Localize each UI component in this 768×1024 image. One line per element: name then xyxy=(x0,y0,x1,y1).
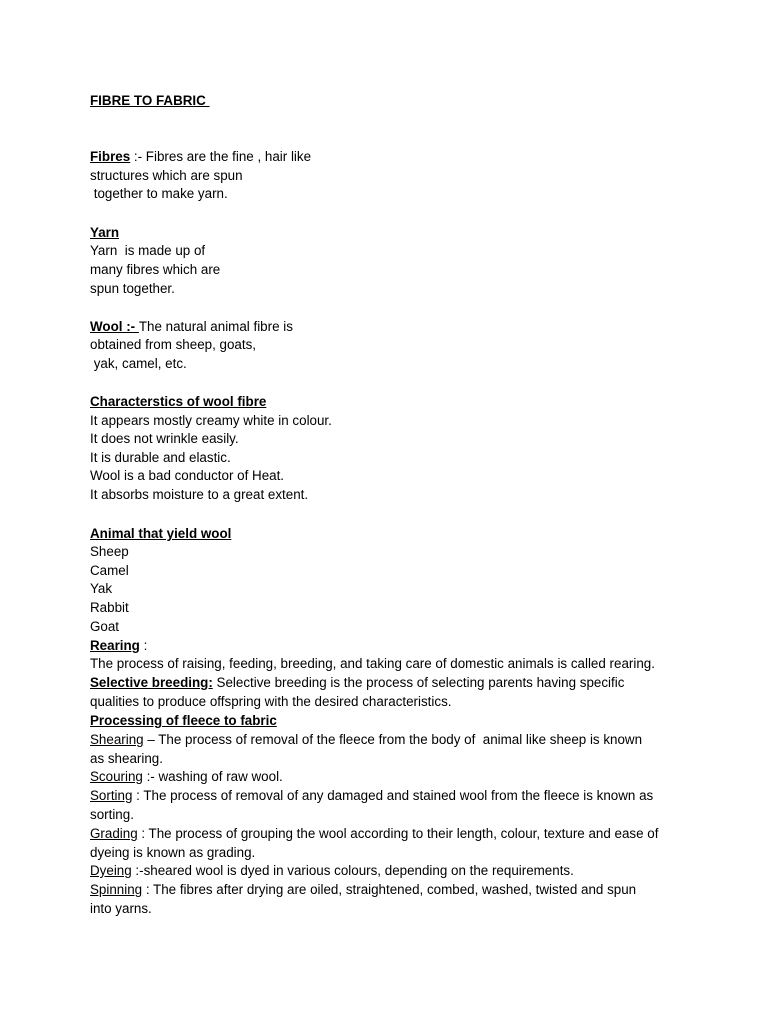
scouring-text: :- washing of raw wool. xyxy=(142,769,283,784)
shearing-line-1 xyxy=(90,731,690,750)
rearing-text: The process of raising, feeding, breeding, and taking care of domestic animals is called rearing. xyxy=(90,656,655,671)
fibres-line-2: structures which are spun xyxy=(90,168,243,183)
wool-line-1 xyxy=(90,318,690,337)
characteristic-item: It appears mostly creamy white in colour. xyxy=(90,413,332,428)
spinning-text-1: : The fibres after drying are oiled, straightened, combed, washed, twisted and spun xyxy=(142,882,637,897)
selective-heading: Selective breeding: xyxy=(90,675,213,690)
sorting-line-1 xyxy=(90,787,690,806)
wool-line-2: obtained from sheep, goats, xyxy=(90,337,257,352)
sorting-term: Sorting xyxy=(90,788,133,803)
selective-line-2: qualities to produce offspring with the desired characteristics. xyxy=(90,694,452,709)
fibres-text-1: :- Fibres are the fine , hair like xyxy=(130,149,312,164)
yarn-line-3: spun together. xyxy=(90,281,175,296)
page-title: FIBRE TO FABRIC xyxy=(90,93,210,108)
animal-item: Rabbit xyxy=(90,600,129,615)
fibres-line-3: together to make yarn. xyxy=(90,186,228,201)
dyeing-text: :-sheared wool is dyed in various colours, depending on the requirements. xyxy=(131,863,574,878)
shearing-line-2: as shearing. xyxy=(90,751,163,766)
spinning-line-1 xyxy=(90,881,690,900)
shearing-text-1: – The process of removal of the fleece from the body of animal like sheep is known xyxy=(143,732,643,747)
characteristic-item: It is durable and elastic. xyxy=(90,450,231,465)
yarn-line-1: Yarn is made up of xyxy=(90,243,206,258)
spinning-term: Spinning xyxy=(90,882,143,897)
fibres-line-1 xyxy=(90,148,690,167)
fibres-heading: Fibres xyxy=(90,149,131,164)
shearing-term: Shearing xyxy=(90,732,144,747)
wool-line-3: yak, camel, etc. xyxy=(90,356,187,371)
characteristics-heading: Characterstics of wool fibre xyxy=(90,394,267,409)
rearing-heading: Rearing xyxy=(90,638,140,653)
grading-line-1 xyxy=(90,825,690,844)
grading-term: Grading xyxy=(90,826,138,841)
yarn-heading: Yarn xyxy=(90,225,120,240)
characteristic-item: It does not wrinkle easily. xyxy=(90,431,239,446)
processing-heading: Processing of fleece to fabric xyxy=(90,713,277,728)
yarn-line-2: many fibres which are xyxy=(90,262,221,277)
animal-item: Goat xyxy=(90,619,120,634)
characteristic-item: It absorbs moisture to a great extent. xyxy=(90,487,309,502)
sorting-line-2: sorting. xyxy=(90,807,134,822)
rearing-suffix: : xyxy=(139,638,148,653)
rearing-heading-line xyxy=(90,637,690,656)
selective-line-1 xyxy=(90,674,690,693)
scouring-term: Scouring xyxy=(90,769,143,784)
wool-text-1: The natural animal fibre is xyxy=(138,319,293,334)
animal-item: Camel xyxy=(90,563,129,578)
characteristic-item: Wool is a bad conductor of Heat. xyxy=(90,468,285,483)
spinning-line-2: into yarns. xyxy=(90,901,152,916)
grading-line-2: dyeing is known as grading. xyxy=(90,845,256,860)
wool-heading: Wool :- xyxy=(90,319,139,334)
scouring-line xyxy=(90,768,690,787)
animals-heading: Animal that yield wool xyxy=(90,526,232,541)
animal-item: Sheep xyxy=(90,544,129,559)
selective-text-1: Selective breeding is the process of selecting parents having specific xyxy=(212,675,625,690)
dyeing-line xyxy=(90,862,690,881)
dyeing-term: Dyeing xyxy=(90,863,132,878)
grading-text-1: : The process of grouping the wool according to their length, colour, texture and ease of xyxy=(137,826,659,841)
sorting-text-1: : The process of removal of any damaged and stained wool from the fleece is known as xyxy=(132,788,654,803)
animal-item: Yak xyxy=(90,581,113,596)
